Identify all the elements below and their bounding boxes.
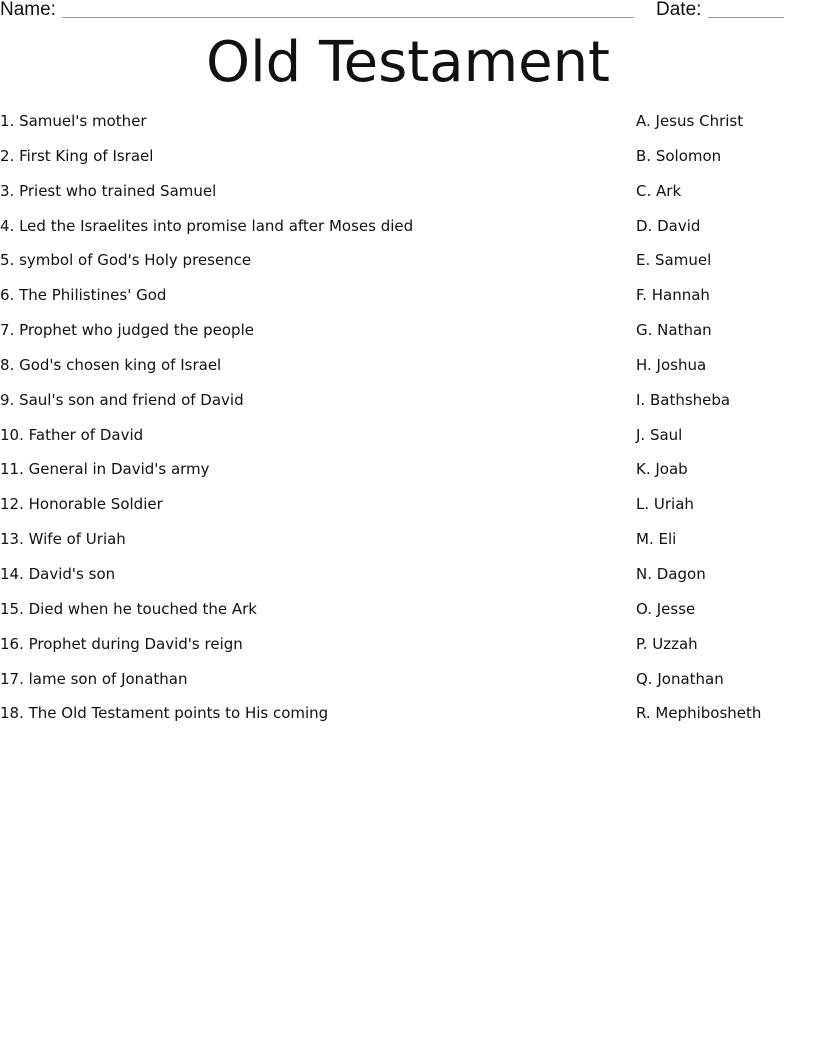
answer-item: I. Bathsheba [636,390,731,409]
clue-item: 18. The Old Testament points to His coming [0,704,329,723]
clue-item: 7. Prophet who judged the people [0,321,254,340]
answer-item: P. Uzzah [636,634,698,653]
clue-item: 5. symbol of God's Holy presence [0,251,252,270]
answer-item: N. Dagon [636,564,706,583]
answer-item: L. Uriah [636,495,694,514]
clue-item: 12. Honorable Soldier [0,495,163,514]
answer-item: D. David [636,216,701,235]
clue-item: 3. Priest who trained Samuel [0,181,217,200]
clue-item: 17. lame son of Jonathan [0,669,188,688]
answer-item: C. Ark [636,181,682,200]
clue-item: 6. The Philistines' God [0,286,167,305]
page-title: Old Testament [205,30,611,95]
clue-item: 1. Samuel's mother [0,112,147,130]
clue-item: 2. First King of Israel [0,146,154,165]
clue-list [0,111,600,738]
date-blank-line [708,17,784,18]
answer-item: Q. Jonathan [636,669,724,688]
answer-item: K. Joab [636,460,688,479]
clue-item: 10. Father of David [0,425,144,444]
date-label: Date: [656,0,702,20]
name-blank-line [62,17,634,18]
clue-item: 16. Prophet during David's reign [0,634,243,653]
answer-item: H. Joshua [636,355,707,374]
answer-list [636,111,814,738]
clue-item: 4. Led the Israelites into promise land after Moses died [0,216,414,235]
answer-item: A. Jesus Christ [636,112,744,130]
worksheet-header [0,0,816,24]
answer-item: B. Solomon [636,146,722,165]
answer-item: R. Mephibosheth [636,704,762,723]
clue-item: 11. General in David's army [0,460,210,479]
name-label: Name: [0,0,56,20]
answer-item: G. Nathan [636,321,712,340]
clue-item: 15. Died when he touched the Ark [0,599,257,618]
answer-item: E. Samuel [636,251,712,270]
answer-item: O. Jesse [636,599,696,618]
clue-item: 13. Wife of Uriah [0,530,126,549]
clue-item: 9. Saul's son and friend of David [0,390,244,409]
clue-item: 8. God's chosen king of Israel [0,355,222,374]
answer-item: F. Hannah [636,286,710,305]
clue-item: 14. David's son [0,564,116,583]
answer-item: M. Eli [636,530,677,549]
answer-item: J. Saul [636,425,683,444]
